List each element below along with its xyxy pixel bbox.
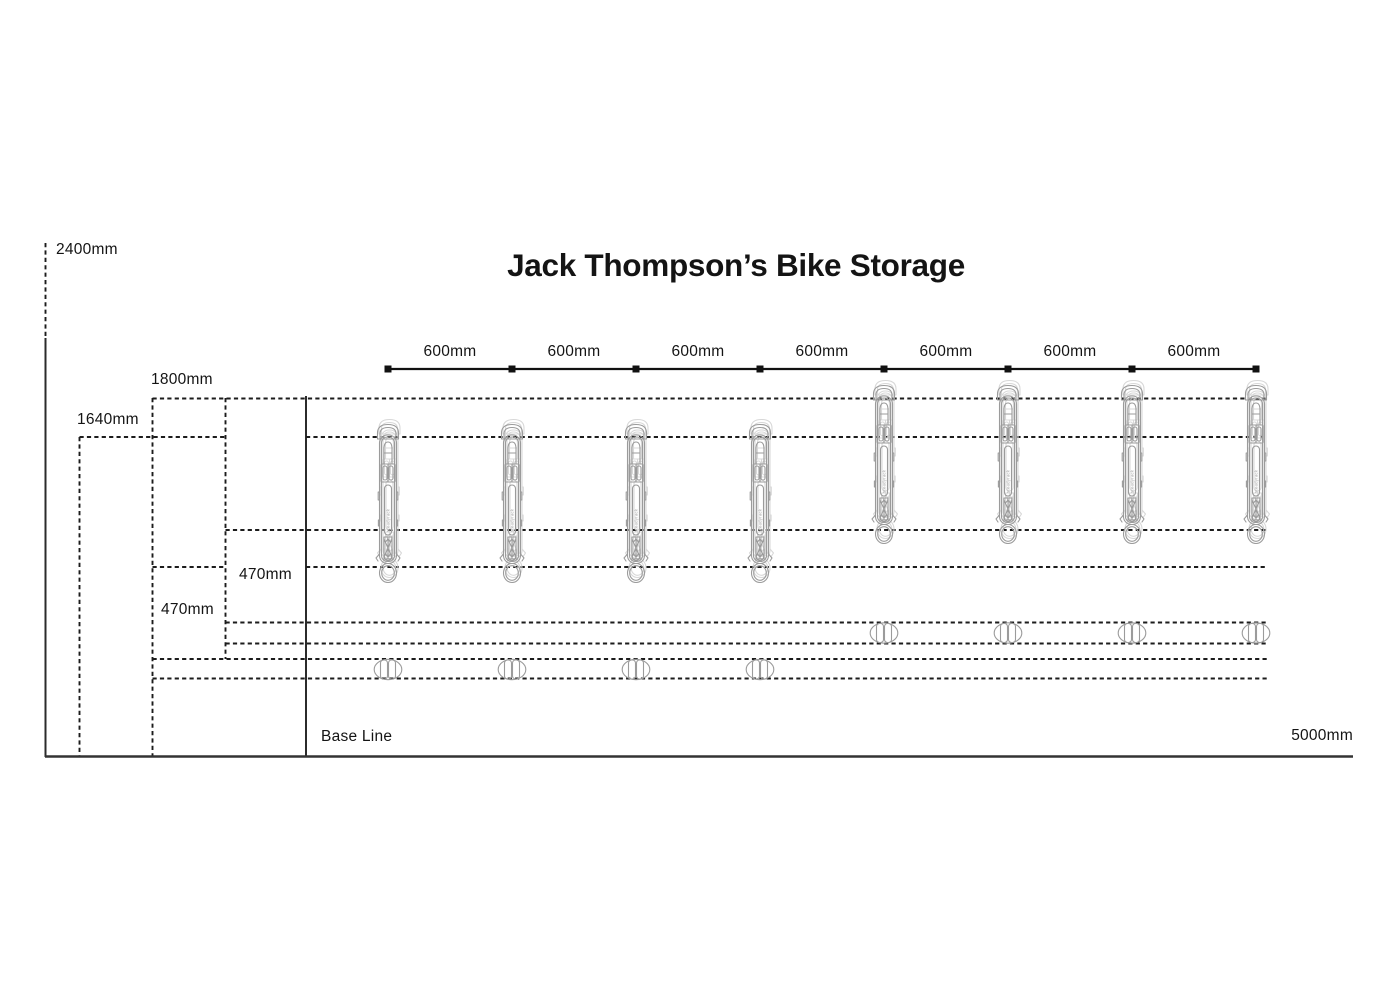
spacing-label-2: 600mm [547,343,601,360]
wheel-stop-low-4 [746,659,774,679]
wheel-stop-high-4 [1242,623,1270,643]
bike-rack-low-4 [748,420,774,583]
dimension-label-low-rack-drop: 470mm [161,601,214,618]
base-line-label: Base Line [321,728,393,745]
wheel-stop-low-2 [498,659,526,679]
rack-brand-text: steadyrack [509,508,515,532]
rack-brand-text: steadyrack [1253,469,1259,493]
bike-rack-low-3 [624,420,650,583]
spacing-dimension-line [385,366,1260,373]
wheel-stop-high-1 [870,623,898,643]
diagram-title: Jack Thompson’s Bike Storage [507,247,965,283]
spacing-label-7: 600mm [1167,343,1221,360]
dimension-label-low-rack-height: 1640mm [77,411,139,428]
dimension-label-high-rack-drop: 470mm [239,566,292,583]
spacing-label-6: 600mm [1043,343,1097,360]
rack-brand-text: steadyrack [881,469,887,493]
dimension-label-ceiling-height: 2400mm [56,241,118,258]
bike-rack-high-4 [1244,381,1270,544]
rack-brand-text: steadyrack [633,508,639,532]
wheel-stop-low-3 [622,659,650,679]
rack-brand-text: steadyrack [757,508,763,532]
wheel-stop-high-2 [994,623,1022,643]
spacing-label-3: 600mm [671,343,725,360]
rack-brand-text: steadyrack [385,508,391,532]
dimension-label-high-rack-height: 1800mm [151,371,213,388]
bike-rack-high-2 [996,381,1022,544]
spacing-label-5: 600mm [919,343,973,360]
wheel-stop-low-1 [374,659,402,679]
wheel-stop-high-3 [1118,623,1146,643]
bike-rack-high-3 [1120,381,1146,544]
bike-rack-low-2 [500,420,526,583]
bike-rack-high-1 [872,381,898,544]
bike-rack-low-1 [376,420,402,583]
rack-brand-text: steadyrack [1005,469,1011,493]
spacing-label-1: 600mm [423,343,477,360]
dimension-label-total-width: 5000mm [1291,727,1353,744]
rack-brand-text: steadyrack [1129,469,1135,493]
spacing-label-4: 600mm [795,343,849,360]
